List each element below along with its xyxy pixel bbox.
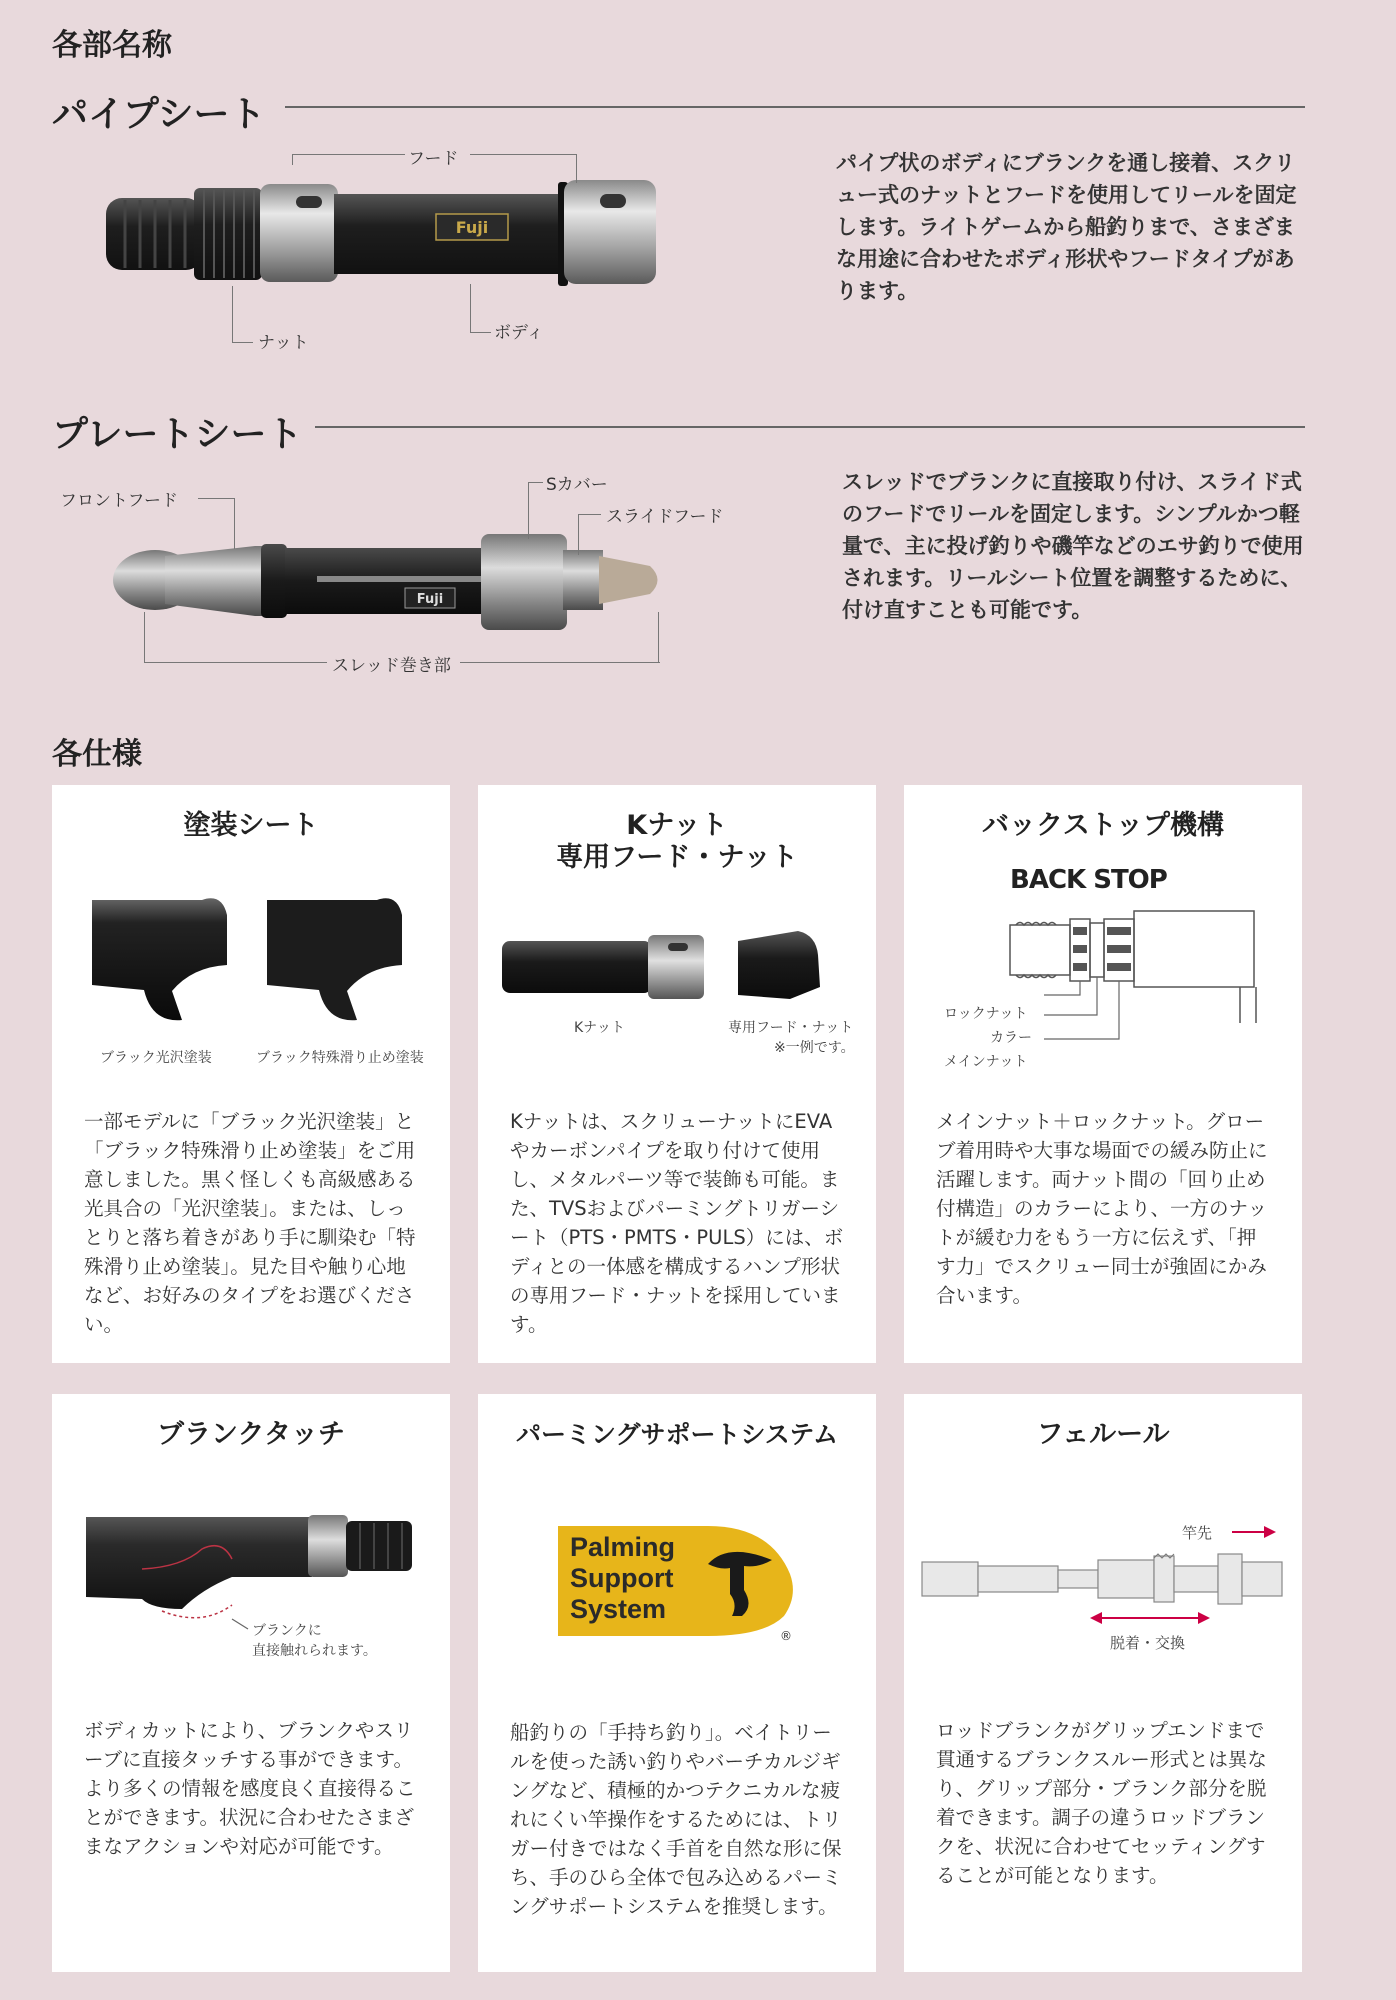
page-title: 各部名称 <box>52 28 172 63</box>
card-title: パーミングサポートシステム <box>515 1420 838 1449</box>
back-stop-diagram <box>1004 905 1284 1045</box>
spec-card-k-nut <box>478 785 876 1363</box>
specs-title: 各仕様 <box>52 737 142 772</box>
logo-word-3: System <box>570 1594 667 1624</box>
label-nut: ナット <box>258 333 309 353</box>
caption-rod-tip: 竿先 <box>1182 1524 1213 1542</box>
label-body: ボディ <box>494 323 544 343</box>
matte-coated-seat <box>267 898 402 1020</box>
blank-touch-seat <box>86 1517 312 1609</box>
card-title: フェルール <box>1036 1419 1170 1450</box>
caption-blank-touch-1: ブランクに <box>252 1623 322 1639</box>
spec-card-palming-support <box>478 1394 876 1972</box>
label-slide-hood: スライドフード <box>606 507 724 527</box>
dedicated-hood-nut <box>738 931 820 999</box>
caption-example: ※一例です。 <box>774 1040 855 1056</box>
card-title: バックストップ機構 <box>982 810 1224 841</box>
card-text: Kナットは、スクリューナットにEVAやカーボンパイプを取り付けて使用し、メタルパーツ等で装飾も可能。また、TVSおよびパーミングトリガーシート（PTS・PMTS・PULS）には、ボディとの一体感を構成するハンプ形状の専用フード・ナットを採用しています。 <box>510 1110 844 1336</box>
plate-seat-description: スレッドでブランクに直接取り付け、スライド式のフードでリールを固定します。シンプルかつ軽量で、主に投げ釣りや磯竿などのエサ釣りで使用されます。リールシート位置を調整するために、付け直すことも可能です。 <box>842 470 1304 622</box>
label-thread-wrap: スレッド巻き部 <box>332 656 451 676</box>
plate-seat-logo: Fuji <box>416 592 444 607</box>
pipe-seat-title: パイプシート <box>52 94 266 135</box>
caption-gloss: ブラック光沢塗装 <box>100 1050 212 1066</box>
caption-blank-touch-2: 直接触れられます。 <box>252 1643 377 1659</box>
registered-mark: ® <box>780 1629 792 1643</box>
gloss-coated-seat <box>92 898 227 1020</box>
k-nut <box>502 941 652 993</box>
caption-k-nut: Kナット <box>574 1020 625 1036</box>
card-text: 船釣りの「手持ち釣り」。ベイトリールを使った誘い釣りやバーチカルジギングなど、積極的かつテクニカルな疲れにくい竿操作をするためには、トリガー付きではなく手首を自然な形に保ち、手のひら全体で包み込めるパーミングサポートシステムを推奨します。 <box>510 1721 842 1918</box>
card-text: ボディカットにより、ブランクやスリーブに直接タッチする事ができます。より多くの情報を感度良く直接得ることができます。状況に合わせたさまざまなアクションや対応が可能です。 <box>84 1719 416 1858</box>
plate-seat-title: プレートシート <box>52 414 303 455</box>
card-text: メインナット＋ロックナット。グローブ着用時や大事な場面での緩み防止に活躍します。両ナット間の「回り止め付構造」のカラーにより、一方のナットが緩む力をもう一方に伝えず、「押す力」でスクリュー同士が強固にかみ合います。 <box>936 1110 1268 1307</box>
caption-detach: 脱着・交換 <box>1110 1634 1186 1652</box>
slide-hood <box>563 550 603 610</box>
card-title-line2: 専用フード・ナット <box>556 842 798 873</box>
caption-collar: カラー <box>990 1030 1032 1046</box>
spec-card-ferrule <box>904 1394 1302 1972</box>
back-stop-logo: BACK STOP <box>1010 865 1167 895</box>
painted-seat-image <box>82 895 422 1025</box>
front-hood <box>165 546 265 616</box>
caption-main-nut: メインナット <box>944 1054 1028 1070</box>
k-nut-image <box>498 925 868 1005</box>
s-cover <box>481 534 567 630</box>
ferrule-diagram <box>920 1544 1290 1614</box>
card-title: 塗装シート <box>183 810 319 841</box>
pipe-seat-description: パイプ状のボディにブランクを通し接着、スクリュー式のナットとフードを使用してリールを固定します。ライトゲームから船釣りまで、さまざまな用途に合わせたボディ形状やフードタイプがあります。 <box>836 151 1297 303</box>
double-arrow-icon <box>1090 1608 1210 1628</box>
card-text: 一部モデルに「ブラック光沢塗装」と「ブラック特殊滑り止め塗装」をご用意しました。黒く怪しくも高級感ある光具合の「光沢塗装」。または、しっとりと落ち着きがあり手に馴染む「特殊滑り止め塗装」。見た目や触り心地など、お好みのタイプをお選びください。 <box>84 1110 416 1336</box>
plate-seat-rule <box>315 426 1305 428</box>
pipe-seat-image <box>100 170 680 290</box>
logo-word-1: Palming <box>570 1532 676 1562</box>
plate-tail <box>599 556 658 604</box>
label-front-hood: フロントフード <box>60 491 178 511</box>
pipe-seat-logo: Fuji <box>455 218 489 237</box>
spec-card-painted-seat <box>52 785 450 1363</box>
label-hood: フード <box>408 149 459 169</box>
arrow-right-icon <box>1230 1520 1280 1544</box>
pipe-seat-rule <box>285 106 1305 108</box>
card-title-line1: Kナット <box>626 810 728 841</box>
label-s-cover: Sカバー <box>546 475 608 495</box>
caption-hood-nut: 専用フード・ナット <box>728 1020 854 1036</box>
palming-support-logo <box>558 1524 798 1644</box>
card-text: ロッドブランクがグリップエンドまで貫通するブランクスルー形式とは異なり、グリップ部分・ブランク部分を脱着できます。調子の違うロッドブランクを、状況に合わせてセッティングすることが可能となります。 <box>936 1719 1267 1887</box>
logo-word-2: Support <box>570 1563 674 1593</box>
caption-nonslip: ブラック特殊滑り止め塗装 <box>256 1050 424 1066</box>
caption-lock-nut: ロックナット <box>944 1006 1028 1022</box>
spec-card-blank-touch <box>52 1394 450 1972</box>
card-title: ブランクタッチ <box>157 1419 345 1450</box>
spec-card-back-stop <box>904 785 1302 1363</box>
